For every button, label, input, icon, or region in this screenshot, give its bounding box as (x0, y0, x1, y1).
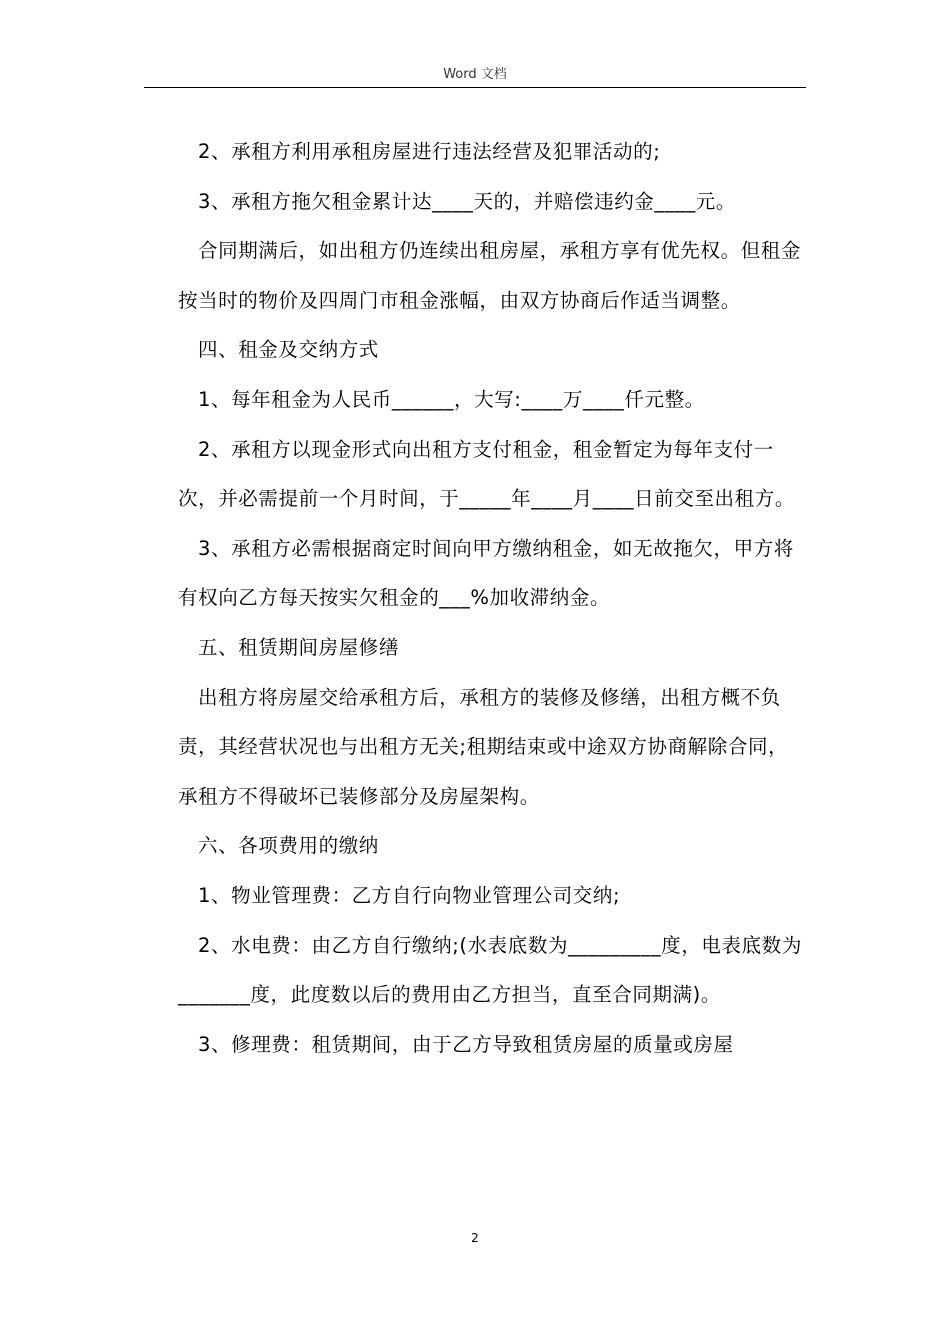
paragraph: 3、承租方必需根据商定时间向甲方缴纳租金，如无故拖欠，甲方将有权向乙方每天按实欠租金的___%加收滞纳金。 (178, 536, 794, 610)
paragraph: 1、每年租金为人民币______，大写:____万____仟元整。 (198, 387, 705, 411)
paragraph: 出租方将房屋交给承租方后，承租方的装修及修缮，出租方概不负责，其经营状况也与出租方无关;租期结束或中途双方协商解除合同，承租方不得破坏已装修部分及房屋架构。 (178, 685, 789, 808)
paragraph: 2、承租方以现金形式向出租方支付租金，租金暂定为每年支付一次，并必需提前一个月时间，于_____年____月____日前交至出租方。 (178, 437, 795, 511)
page-header-title: Word 文档 (443, 67, 507, 82)
section-heading: 五、租赁期间房屋修缮 (198, 635, 400, 659)
section-heading: 六、各项费用的缴纳 (198, 834, 379, 858)
paragraph: 3、承租方拖欠租金累计达____天的，并赔偿违约金____元。 (198, 189, 737, 213)
section-heading: 四、租金及交纳方式 (198, 338, 379, 362)
paragraph: 2、水电费：由乙方自行缴纳;(水表底数为_________度，电表底数为_______度，此度数以后的费用由乙方担当，直至合同期满)。 (178, 933, 802, 1007)
paragraph: 3、修理费：租赁期间，由于乙方导致租赁房屋的质量或房屋 (198, 1032, 734, 1056)
page-number: 2 (471, 1231, 479, 1245)
paragraph: 1、物业管理费：乙方自行向物业管理公司交纳; (198, 883, 621, 907)
paragraph: 2、承租方利用承租房屋进行违法经营及犯罪活动的; (198, 140, 661, 163)
header-divider (144, 87, 806, 88)
paragraph: 合同期满后，如出租方仍连续出租房屋，承租方享有优先权。但租金按当时的物价及四周门市租金涨幅，由双方协商后作适当调整。 (178, 239, 802, 312)
document-body (178, 127, 808, 1069)
